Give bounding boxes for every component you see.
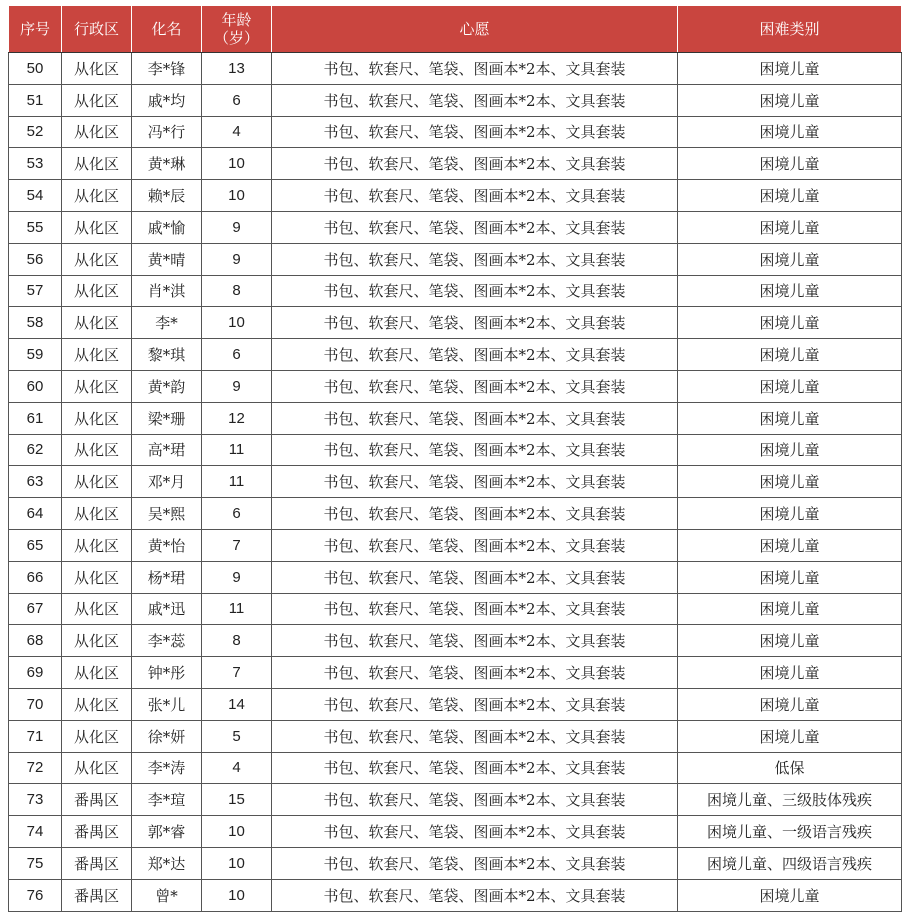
cell-alias: 梁*珊 bbox=[132, 402, 202, 434]
table-row bbox=[9, 211, 902, 243]
cell-wish: 书包、软套尺、笔袋、图画本*2本、文具套装 bbox=[272, 816, 678, 848]
cell-district: 番禺区 bbox=[62, 816, 132, 848]
cell-wish: 书包、软套尺、笔袋、图画本*2本、文具套装 bbox=[272, 243, 678, 275]
table-row bbox=[9, 148, 902, 180]
table-row bbox=[9, 402, 902, 434]
cell-no: 68 bbox=[9, 625, 62, 657]
cell-alias: 曾* bbox=[132, 879, 202, 911]
cell-age: 8 bbox=[202, 275, 272, 307]
table-row bbox=[9, 84, 902, 116]
cell-alias: 黎*琪 bbox=[132, 339, 202, 371]
table-body bbox=[9, 53, 902, 912]
cell-age: 10 bbox=[202, 879, 272, 911]
cell-category: 困境儿童 bbox=[678, 116, 902, 148]
cell-category: 困境儿童 bbox=[678, 402, 902, 434]
table-row bbox=[9, 593, 902, 625]
cell-wish: 书包、软套尺、笔袋、图画本*2本、文具套装 bbox=[272, 561, 678, 593]
table-row bbox=[9, 879, 902, 911]
cell-no: 67 bbox=[9, 593, 62, 625]
cell-no: 73 bbox=[9, 784, 62, 816]
cell-district: 从化区 bbox=[62, 339, 132, 371]
cell-district: 从化区 bbox=[62, 434, 132, 466]
table-row bbox=[9, 561, 902, 593]
cell-category: 困境儿童 bbox=[678, 307, 902, 339]
table-row bbox=[9, 307, 902, 339]
cell-category: 困境儿童 bbox=[678, 879, 902, 911]
header-age-line1: 年龄 bbox=[221, 11, 252, 29]
cell-no: 56 bbox=[9, 243, 62, 275]
cell-no: 57 bbox=[9, 275, 62, 307]
cell-age: 6 bbox=[202, 84, 272, 116]
cell-wish: 书包、软套尺、笔袋、图画本*2本、文具套装 bbox=[272, 847, 678, 879]
cell-category: 困境儿童 bbox=[678, 180, 902, 212]
cell-district: 从化区 bbox=[62, 657, 132, 689]
cell-category: 低保 bbox=[678, 752, 902, 784]
cell-alias: 高*珺 bbox=[132, 434, 202, 466]
header-age-line2: （岁） bbox=[213, 29, 259, 47]
cell-category: 困境儿童 bbox=[678, 720, 902, 752]
cell-no: 72 bbox=[9, 752, 62, 784]
cell-age: 7 bbox=[202, 529, 272, 561]
cell-no: 51 bbox=[9, 84, 62, 116]
cell-age: 10 bbox=[202, 307, 272, 339]
cell-wish: 书包、软套尺、笔袋、图画本*2本、文具套装 bbox=[272, 307, 678, 339]
cell-category: 困境儿童 bbox=[678, 243, 902, 275]
cell-district: 从化区 bbox=[62, 529, 132, 561]
cell-alias: 郭*睿 bbox=[132, 816, 202, 848]
cell-wish: 书包、软套尺、笔袋、图画本*2本、文具套装 bbox=[272, 529, 678, 561]
cell-no: 69 bbox=[9, 657, 62, 689]
cell-district: 从化区 bbox=[62, 211, 132, 243]
cell-district: 从化区 bbox=[62, 752, 132, 784]
wish-list-table bbox=[8, 5, 902, 912]
cell-age: 9 bbox=[202, 561, 272, 593]
table-header bbox=[9, 6, 902, 53]
cell-district: 从化区 bbox=[62, 561, 132, 593]
cell-alias: 郑*达 bbox=[132, 847, 202, 879]
cell-age: 10 bbox=[202, 180, 272, 212]
cell-wish: 书包、软套尺、笔袋、图画本*2本、文具套装 bbox=[272, 498, 678, 530]
cell-alias: 黄*韵 bbox=[132, 370, 202, 402]
header-district: 行政区 bbox=[62, 6, 132, 53]
cell-wish: 书包、软套尺、笔袋、图画本*2本、文具套装 bbox=[272, 53, 678, 85]
cell-category: 困境儿童 bbox=[678, 657, 902, 689]
cell-age: 14 bbox=[202, 688, 272, 720]
cell-wish: 书包、软套尺、笔袋、图画本*2本、文具套装 bbox=[272, 593, 678, 625]
header-no: 序号 bbox=[9, 6, 62, 53]
cell-district: 从化区 bbox=[62, 402, 132, 434]
cell-district: 从化区 bbox=[62, 466, 132, 498]
cell-no: 62 bbox=[9, 434, 62, 466]
cell-no: 61 bbox=[9, 402, 62, 434]
cell-alias: 戚*愉 bbox=[132, 211, 202, 243]
table-row bbox=[9, 370, 902, 402]
cell-no: 75 bbox=[9, 847, 62, 879]
cell-district: 从化区 bbox=[62, 84, 132, 116]
cell-category: 困境儿童 bbox=[678, 53, 902, 85]
cell-age: 10 bbox=[202, 148, 272, 180]
cell-no: 60 bbox=[9, 370, 62, 402]
cell-district: 番禺区 bbox=[62, 847, 132, 879]
cell-age: 10 bbox=[202, 847, 272, 879]
cell-district: 从化区 bbox=[62, 307, 132, 339]
table-row bbox=[9, 53, 902, 85]
cell-no: 54 bbox=[9, 180, 62, 212]
cell-alias: 吴*熙 bbox=[132, 498, 202, 530]
cell-district: 从化区 bbox=[62, 498, 132, 530]
table-row bbox=[9, 752, 902, 784]
cell-category: 困境儿童 bbox=[678, 688, 902, 720]
table-row bbox=[9, 847, 902, 879]
cell-alias: 肖*淇 bbox=[132, 275, 202, 307]
table-row bbox=[9, 625, 902, 657]
header-category: 困难类别 bbox=[678, 6, 902, 53]
cell-alias: 李*涛 bbox=[132, 752, 202, 784]
cell-category: 困境儿童 bbox=[678, 339, 902, 371]
table-row bbox=[9, 498, 902, 530]
cell-district: 从化区 bbox=[62, 625, 132, 657]
cell-no: 55 bbox=[9, 211, 62, 243]
cell-district: 从化区 bbox=[62, 275, 132, 307]
cell-age: 9 bbox=[202, 211, 272, 243]
table-row bbox=[9, 720, 902, 752]
cell-age: 15 bbox=[202, 784, 272, 816]
cell-wish: 书包、软套尺、笔袋、图画本*2本、文具套装 bbox=[272, 752, 678, 784]
cell-no: 64 bbox=[9, 498, 62, 530]
table-row bbox=[9, 688, 902, 720]
cell-no: 58 bbox=[9, 307, 62, 339]
cell-alias: 李* bbox=[132, 307, 202, 339]
cell-wish: 书包、软套尺、笔袋、图画本*2本、文具套装 bbox=[272, 688, 678, 720]
cell-age: 4 bbox=[202, 116, 272, 148]
table-row bbox=[9, 529, 902, 561]
cell-no: 63 bbox=[9, 466, 62, 498]
cell-category: 困境儿童 bbox=[678, 84, 902, 116]
table-row bbox=[9, 434, 902, 466]
cell-wish: 书包、软套尺、笔袋、图画本*2本、文具套装 bbox=[272, 784, 678, 816]
cell-wish: 书包、软套尺、笔袋、图画本*2本、文具套装 bbox=[272, 116, 678, 148]
cell-age: 5 bbox=[202, 720, 272, 752]
cell-no: 70 bbox=[9, 688, 62, 720]
cell-age: 7 bbox=[202, 657, 272, 689]
cell-category: 困境儿童、一级语言残疾 bbox=[678, 816, 902, 848]
cell-alias: 黄*怡 bbox=[132, 529, 202, 561]
cell-wish: 书包、软套尺、笔袋、图画本*2本、文具套装 bbox=[272, 180, 678, 212]
cell-district: 从化区 bbox=[62, 720, 132, 752]
cell-category: 困境儿童、三级肢体残疾 bbox=[678, 784, 902, 816]
table-row bbox=[9, 339, 902, 371]
cell-category: 困境儿童 bbox=[678, 275, 902, 307]
table-row bbox=[9, 116, 902, 148]
table-row bbox=[9, 243, 902, 275]
cell-alias: 赖*辰 bbox=[132, 180, 202, 212]
cell-district: 番禺区 bbox=[62, 879, 132, 911]
cell-wish: 书包、软套尺、笔袋、图画本*2本、文具套装 bbox=[272, 434, 678, 466]
header-wish: 心愿 bbox=[272, 6, 678, 53]
table-row bbox=[9, 816, 902, 848]
cell-no: 52 bbox=[9, 116, 62, 148]
cell-wish: 书包、软套尺、笔袋、图画本*2本、文具套装 bbox=[272, 370, 678, 402]
cell-age: 6 bbox=[202, 498, 272, 530]
cell-category: 困境儿童 bbox=[678, 625, 902, 657]
cell-alias: 冯*行 bbox=[132, 116, 202, 148]
cell-age: 9 bbox=[202, 243, 272, 275]
cell-alias: 邓*月 bbox=[132, 466, 202, 498]
cell-alias: 戚*迅 bbox=[132, 593, 202, 625]
cell-category: 困境儿童 bbox=[678, 498, 902, 530]
cell-age: 12 bbox=[202, 402, 272, 434]
cell-alias: 黄*晴 bbox=[132, 243, 202, 275]
cell-wish: 书包、软套尺、笔袋、图画本*2本、文具套装 bbox=[272, 402, 678, 434]
cell-category: 困境儿童 bbox=[678, 370, 902, 402]
cell-wish: 书包、软套尺、笔袋、图画本*2本、文具套装 bbox=[272, 720, 678, 752]
cell-wish: 书包、软套尺、笔袋、图画本*2本、文具套装 bbox=[272, 657, 678, 689]
cell-district: 从化区 bbox=[62, 243, 132, 275]
cell-wish: 书包、软套尺、笔袋、图画本*2本、文具套装 bbox=[272, 339, 678, 371]
cell-age: 11 bbox=[202, 466, 272, 498]
cell-district: 从化区 bbox=[62, 53, 132, 85]
cell-alias: 黄*琳 bbox=[132, 148, 202, 180]
cell-district: 从化区 bbox=[62, 148, 132, 180]
cell-alias: 杨*珺 bbox=[132, 561, 202, 593]
cell-wish: 书包、软套尺、笔袋、图画本*2本、文具套装 bbox=[272, 148, 678, 180]
cell-district: 番禺区 bbox=[62, 784, 132, 816]
cell-category: 困境儿童 bbox=[678, 211, 902, 243]
table-row bbox=[9, 784, 902, 816]
cell-age: 9 bbox=[202, 370, 272, 402]
cell-no: 50 bbox=[9, 53, 62, 85]
cell-district: 从化区 bbox=[62, 370, 132, 402]
cell-alias: 李*锋 bbox=[132, 53, 202, 85]
cell-no: 59 bbox=[9, 339, 62, 371]
cell-no: 53 bbox=[9, 148, 62, 180]
table-row bbox=[9, 180, 902, 212]
cell-wish: 书包、软套尺、笔袋、图画本*2本、文具套装 bbox=[272, 879, 678, 911]
cell-no: 66 bbox=[9, 561, 62, 593]
cell-district: 从化区 bbox=[62, 688, 132, 720]
table-row bbox=[9, 657, 902, 689]
cell-wish: 书包、软套尺、笔袋、图画本*2本、文具套装 bbox=[272, 84, 678, 116]
cell-wish: 书包、软套尺、笔袋、图画本*2本、文具套装 bbox=[272, 466, 678, 498]
cell-category: 困境儿童 bbox=[678, 529, 902, 561]
cell-alias: 李*瑄 bbox=[132, 784, 202, 816]
header-alias: 化名 bbox=[132, 6, 202, 53]
cell-alias: 戚*均 bbox=[132, 84, 202, 116]
cell-no: 71 bbox=[9, 720, 62, 752]
cell-age: 11 bbox=[202, 434, 272, 466]
cell-age: 13 bbox=[202, 53, 272, 85]
cell-alias: 张*儿 bbox=[132, 688, 202, 720]
cell-alias: 徐*妍 bbox=[132, 720, 202, 752]
table-row bbox=[9, 466, 902, 498]
table-row bbox=[9, 275, 902, 307]
cell-wish: 书包、软套尺、笔袋、图画本*2本、文具套装 bbox=[272, 625, 678, 657]
cell-category: 困境儿童、四级语言残疾 bbox=[678, 847, 902, 879]
cell-alias: 李*蕊 bbox=[132, 625, 202, 657]
cell-age: 8 bbox=[202, 625, 272, 657]
cell-category: 困境儿童 bbox=[678, 466, 902, 498]
cell-district: 从化区 bbox=[62, 116, 132, 148]
header-row bbox=[9, 6, 902, 53]
cell-category: 困境儿童 bbox=[678, 593, 902, 625]
cell-age: 4 bbox=[202, 752, 272, 784]
cell-no: 76 bbox=[9, 879, 62, 911]
cell-age: 6 bbox=[202, 339, 272, 371]
cell-no: 74 bbox=[9, 816, 62, 848]
cell-alias: 钟*彤 bbox=[132, 657, 202, 689]
cell-category: 困境儿童 bbox=[678, 434, 902, 466]
cell-age: 11 bbox=[202, 593, 272, 625]
cell-age: 10 bbox=[202, 816, 272, 848]
cell-district: 从化区 bbox=[62, 180, 132, 212]
header-age bbox=[202, 6, 272, 53]
cell-no: 65 bbox=[9, 529, 62, 561]
cell-district: 从化区 bbox=[62, 593, 132, 625]
cell-wish: 书包、软套尺、笔袋、图画本*2本、文具套装 bbox=[272, 275, 678, 307]
cell-wish: 书包、软套尺、笔袋、图画本*2本、文具套装 bbox=[272, 211, 678, 243]
cell-category: 困境儿童 bbox=[678, 561, 902, 593]
cell-category: 困境儿童 bbox=[678, 148, 902, 180]
